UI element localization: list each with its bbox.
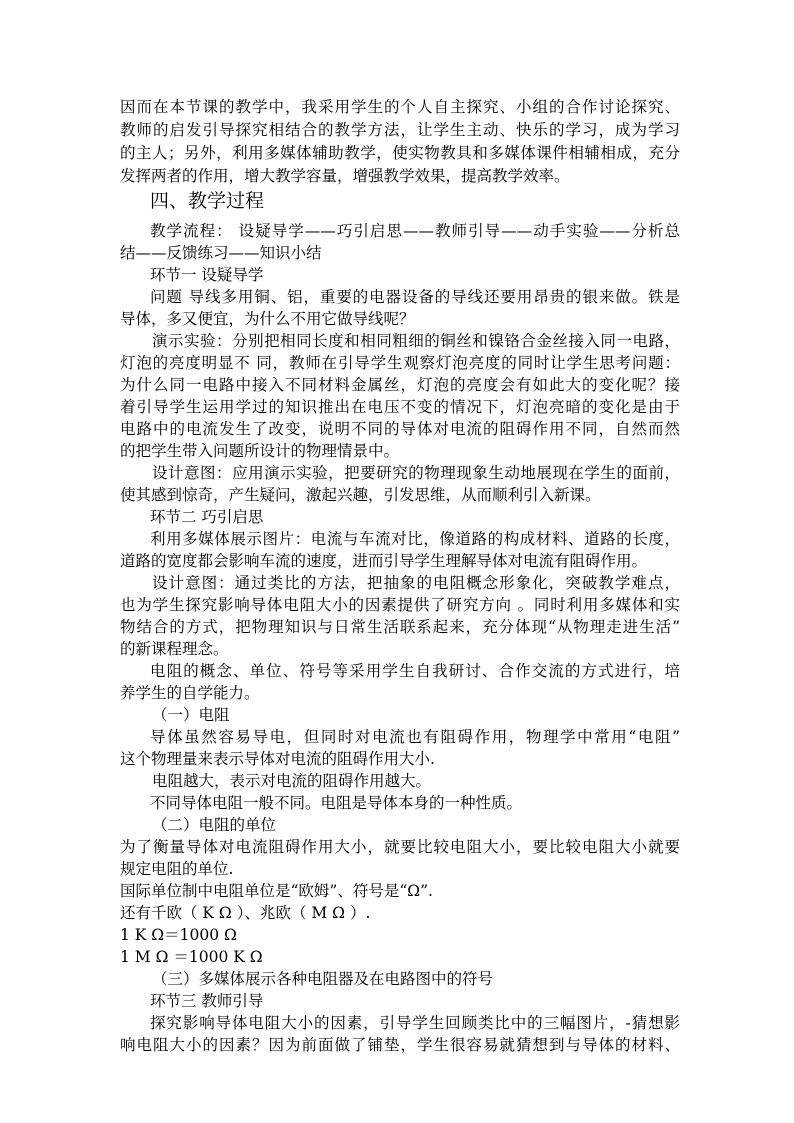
paragraph-line: 教师的启发引导探究相结合的教学方法，让学生主动、快乐的学习，成为学习 [120, 121, 680, 139]
paragraph-line: 的把学生带入问题所设计的物理情景中。 [120, 442, 400, 460]
paragraph-line: 为了衡量导体对电流阻碍作用大小，就要比较电阻大小，要比较电阻大小就要 [120, 838, 680, 856]
paragraph-line: 使其感到惊奇，产生疑问，激起兴趣，引发思维，从而顺利引入新课。 [120, 486, 601, 504]
subsection-heading: （一）电阻 [152, 706, 230, 724]
paragraph-line: 电阻越大，表示对电流的阻碍作用越大。 [152, 772, 432, 790]
paragraph-line: 问题 导线多用铜、铝，重要的电器设备的导线还要用昂贵的银来做。铁是 [150, 288, 680, 306]
subsection-heading: （三）多媒体展示各种电阻器及在电路图中的符号 [152, 970, 494, 988]
subsection-heading: 环节三 教师引导 [150, 992, 264, 1010]
paragraph-line: 设计意图：通过类比的方法，把抽象的电阻概念形象化，突破教学难点， [152, 574, 680, 592]
paragraph-line: 发挥两者的作用，增大教学容量，增强教学效果，提高教学效率。 [120, 167, 570, 185]
paragraph-line: 这个物理量来表示导体对电流的阻碍作用大小. [120, 750, 435, 768]
paragraph-line: 物结合的方式，把物理知识与日常生活联系起来，充分体现“从物理走进生活” [120, 618, 680, 636]
paragraph-line: 设计意图：应用演示实验，把要研究的物理现象生动地展现在学生的面前， [152, 464, 680, 482]
subsection-heading: 环节二 巧引启思 [150, 508, 264, 526]
paragraph-line: 电路中的电流发生了改变，说明不同的导体对电流的阻碍作用不同，自然而然 [120, 420, 680, 438]
paragraph-line: 道路的宽度都会影响车流的速度，进而引导学生理解导体对电流有阻碍作用。 [120, 552, 648, 570]
paragraph-line: 结——反馈练习——知识小结 [120, 244, 322, 262]
formula-line: 1 M Ω ＝1000 K Ω [120, 948, 263, 966]
paragraph-line: 导体虽然容易导电，但同时对电流也有阻碍作用，物理学中常用“电阻” [150, 728, 680, 746]
paragraph-line: 灯泡的亮度明显不 同，教师在引导学生观察灯泡亮度的同时让学生思考问题： [120, 354, 680, 372]
paragraph-line: 还有千欧（ K Ω ）、兆欧（ M Ω ）. [120, 904, 371, 922]
paragraph-line: 响电阻大小的因素？因为前面做了铺垫，学生很容易就猜想到与导体的材料、 [120, 1036, 680, 1054]
paragraph-line: 为什么同一电路中接入不同材料金属丝，灯泡的亮度会有如此大的变化呢？接 [120, 376, 680, 394]
paragraph-line: 探究影响导体电阻大小的因素，引导学生回顾类比中的三幅图片，-猜想影 [150, 1014, 680, 1032]
paragraph-line: 利用多媒体展示图片：电流与车流对比，像道路的构成材料、道路的长度， [150, 530, 680, 548]
subsection-heading: （二）电阻的单位 [152, 816, 277, 834]
paragraph-line: 教学流程： 设疑导学——巧引启思——教师引导——动手实验——分析总 [150, 222, 680, 240]
paragraph-line: 着引导学生运用学过的知识推出在电压不变的情况下，灯泡亮暗的变化是由于 [120, 398, 680, 416]
paragraph-line: 电阻的概念、单位、符号等采用学生自我研讨、合作交流的方式进行，培 [150, 662, 680, 680]
section-heading: 四、教学过程 [150, 190, 265, 212]
paragraph-line: 不同导体电阻一般不同。电阻是导体本身的一种性质。 [150, 794, 523, 812]
paragraph-line: 的新课程理念。 [120, 640, 229, 658]
paragraph-line: 导体，多又便宜，为什么不用它做导线呢？ [120, 310, 415, 328]
paragraph-line: 规定电阻的单位. [120, 860, 234, 878]
paragraph-line: 的主人；另外，利用多媒体辅助教学，使实物教具和多媒体课件相辅相成，充分 [120, 144, 680, 162]
paragraph-line: 养学生的自学能力。 [120, 684, 260, 702]
formula-line: 1 K Ω＝1000 Ω [120, 926, 237, 944]
subsection-heading: 环节一 设疑导学 [150, 266, 264, 284]
paragraph-line: 演示实验：分别把相同长度和相同粗细的铜丝和镍铬合金丝接入同一电路， [152, 332, 680, 350]
paragraph-line: 国际单位制中电阻单位是“欧姆”、符号是“Ω”. [120, 882, 433, 900]
paragraph-line: 也为学生探究影响导体电阻大小的因素提供了研究方向 。同时利用多媒体和实 [120, 596, 680, 614]
paragraph-line: 因而在本节课的教学中，我采用学生的个人自主探究、小组的合作讨论探究、 [120, 98, 680, 116]
